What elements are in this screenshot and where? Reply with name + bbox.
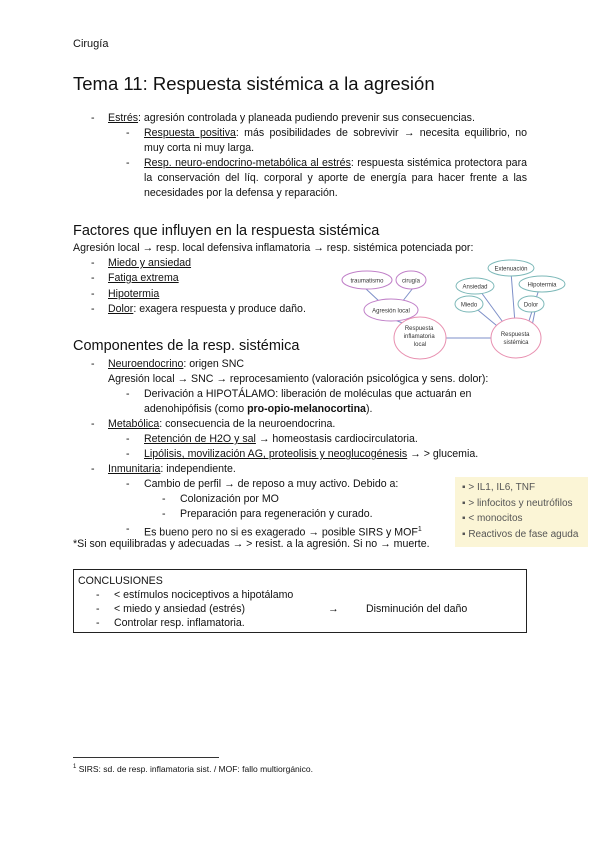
neuroendocrino-sub: Agresión local → SNC → reprocesamiento (valoración psicológica y sens. dolor): [108, 373, 489, 385]
resp-neuro-item [144, 156, 527, 202]
estres-line [108, 111, 475, 126]
factor-dolor: Dolor [108, 303, 134, 315]
footnote [73, 764, 313, 774]
sticky-note [455, 477, 588, 547]
factores-lead: Agresión local → resp. local defensiva inflamatoria → resp. sistémica potenciada por: [73, 242, 474, 254]
bullet-dash: - [91, 288, 95, 300]
metabolica-item [108, 417, 335, 432]
resp-neuro-text: : respuesta sistémica protectora para la conservación del líq. corporal y aporte de energía para hacer frente a las necesidades por la defensa y reparación. [144, 157, 527, 200]
colonizacion: Colonización por MO [180, 493, 279, 505]
conclusion-result: Disminución del daño [366, 603, 468, 615]
bullet-dash: - [126, 523, 130, 535]
footnote-divider [73, 757, 219, 758]
running-header: Cirugía [73, 38, 109, 50]
factor-item [108, 256, 191, 271]
componentes-heading: Componentes de la resp. sistémica [73, 338, 300, 354]
retencion-text: → homeostasis cardiocirculatoria. [255, 433, 418, 445]
node-label: Ansiedad [462, 284, 488, 291]
node-label: Dolor [523, 302, 539, 309]
footnote-text: SIRS: sd. de resp. inflamatoria sist. / MOF: fallo multiorgánico. [76, 764, 314, 774]
cambio-perfil: Cambio de perfil → de reposo a muy activo. Debido a: [144, 478, 399, 490]
preparacion: Preparación para regeneración y curado. [180, 508, 373, 520]
arrow-glyph: → [328, 603, 339, 615]
bullet-dash: - [91, 303, 95, 315]
estres-term: Estrés [108, 112, 139, 124]
inmunitaria-text: : independiente. [160, 463, 236, 475]
node-label-multiline: Respuesta sistémica [500, 332, 530, 346]
sticky-item: ▪ > IL1, IL6, TNF [462, 482, 536, 493]
lipolisis-term: Lipólisis, movilización AG, proteolisis y neoglucogénesis [144, 448, 408, 460]
factor-fatiga: Fatiga extrema [108, 272, 179, 284]
derivacion-end: ). [365, 403, 373, 415]
factor-item [108, 287, 159, 302]
inmunitaria-term: Inmunitaria [108, 463, 161, 475]
conclusion-item: < miedo y ansiedad (estrés) [114, 603, 246, 615]
factor-item [108, 302, 306, 317]
conclusion-item: Controlar resp. inflamatoria. [114, 617, 245, 629]
node-label: traumatismo [350, 278, 384, 285]
factor-miedo: Miedo y ansiedad [108, 257, 192, 269]
neuroendocrino-text: : origen SNC [183, 358, 245, 370]
factores-heading: Factores que influyen en la respuesta sistémica [73, 223, 380, 239]
bullet-dash: - [126, 448, 130, 460]
neuroendocrino-item [108, 357, 244, 372]
neuroendocrino-term: Neuroendocrino [108, 358, 184, 370]
pro-opio-melanocortina: pro-opio-melanocortina [247, 403, 366, 415]
sticky-item: ▪ Reactivos de fase aguda [462, 528, 579, 540]
bullet-dash: - [126, 433, 130, 445]
metabolica-text: : consecuencia de la neuroendocrina. [159, 418, 336, 430]
node-label: Agresión local [372, 308, 410, 315]
bullet-dash: - [96, 589, 100, 601]
sticky-item: ▪ > linfocitos y neutrófilos [462, 497, 573, 509]
inmunitaria-item [108, 462, 236, 477]
node-respuesta-sistemica [491, 318, 541, 358]
equilibradas-note: *Si son equilibradas y adecuadas → > resist. a la agresión. Si no → muerte. [73, 538, 430, 550]
es-bueno-text: Es bueno pero no si es exagerado → posible SIRS y MOF [144, 526, 418, 539]
bullet-dash: - [162, 493, 166, 505]
bullet-dash: - [126, 388, 130, 400]
metabolica-term: Metabólica [108, 418, 160, 430]
footnote-ref[interactable]: 1 [417, 526, 422, 533]
page-title: Tema 11: Respuesta sistémica a la agresión [73, 73, 435, 94]
derivacion-line-2 [144, 402, 372, 417]
node-label: Extenuación [494, 266, 528, 273]
footnote-mark: 1 [73, 764, 77, 771]
conclusion-item: < estímulos nociceptivos a hipotálamo [114, 589, 294, 601]
bullet-dash: - [91, 418, 95, 430]
node-label: Miedo [460, 302, 478, 309]
conclusiones-title: CONCLUSIONES [78, 575, 163, 587]
respuesta-positiva-item [144, 126, 527, 156]
bullet-dash: - [91, 257, 95, 269]
respuesta-positiva-text: : más posibilidades de sobrevivir → necesita equilibrio, no muy corta ni muy larga. [144, 127, 528, 155]
node-label: cirugía [401, 278, 421, 285]
factor-item [108, 271, 179, 286]
sticky-item: ▪ < monocitos [462, 513, 523, 524]
factor-dolor-text: : exagera respuesta y produce daño. [133, 303, 306, 315]
node-label: Hipotermia [527, 282, 557, 289]
retencion-item [144, 432, 418, 447]
bullet-dash: - [96, 603, 100, 615]
retencion-term: Retención de H2O y sal [144, 433, 256, 445]
resp-neuro-term: Resp. neuro-endocrino-metabólica al estrés [144, 157, 351, 169]
response-diagram [340, 258, 590, 362]
lipolisis-item [144, 447, 478, 462]
derivacion-text: adenohipófisis (como [144, 403, 248, 415]
bullet-dash: - [126, 157, 130, 169]
bullet-dash: - [91, 112, 95, 124]
respuesta-positiva-term: Respuesta positiva [144, 127, 236, 139]
bullet-dash: - [91, 463, 95, 475]
lipolisis-text: → > glucemia. [407, 448, 479, 460]
node-label-multiline: Respuesta inflamatoria local [403, 326, 435, 348]
bullet-dash: - [126, 127, 130, 139]
bullet-dash: - [96, 617, 100, 629]
bullet-dash: - [162, 508, 166, 520]
bullet-dash: - [91, 272, 95, 284]
bullet-dash: - [91, 358, 95, 370]
factor-hipotermia: Hipotermia [108, 288, 160, 300]
bullet-dash: - [126, 478, 130, 490]
derivacion-line-1: Derivación a HIPOTÁLAMO: liberación de moléculas que actuarán en [144, 388, 472, 400]
estres-text: : agresión controlada y planeada pudiendo prevenir sus consecuencias. [138, 112, 475, 124]
